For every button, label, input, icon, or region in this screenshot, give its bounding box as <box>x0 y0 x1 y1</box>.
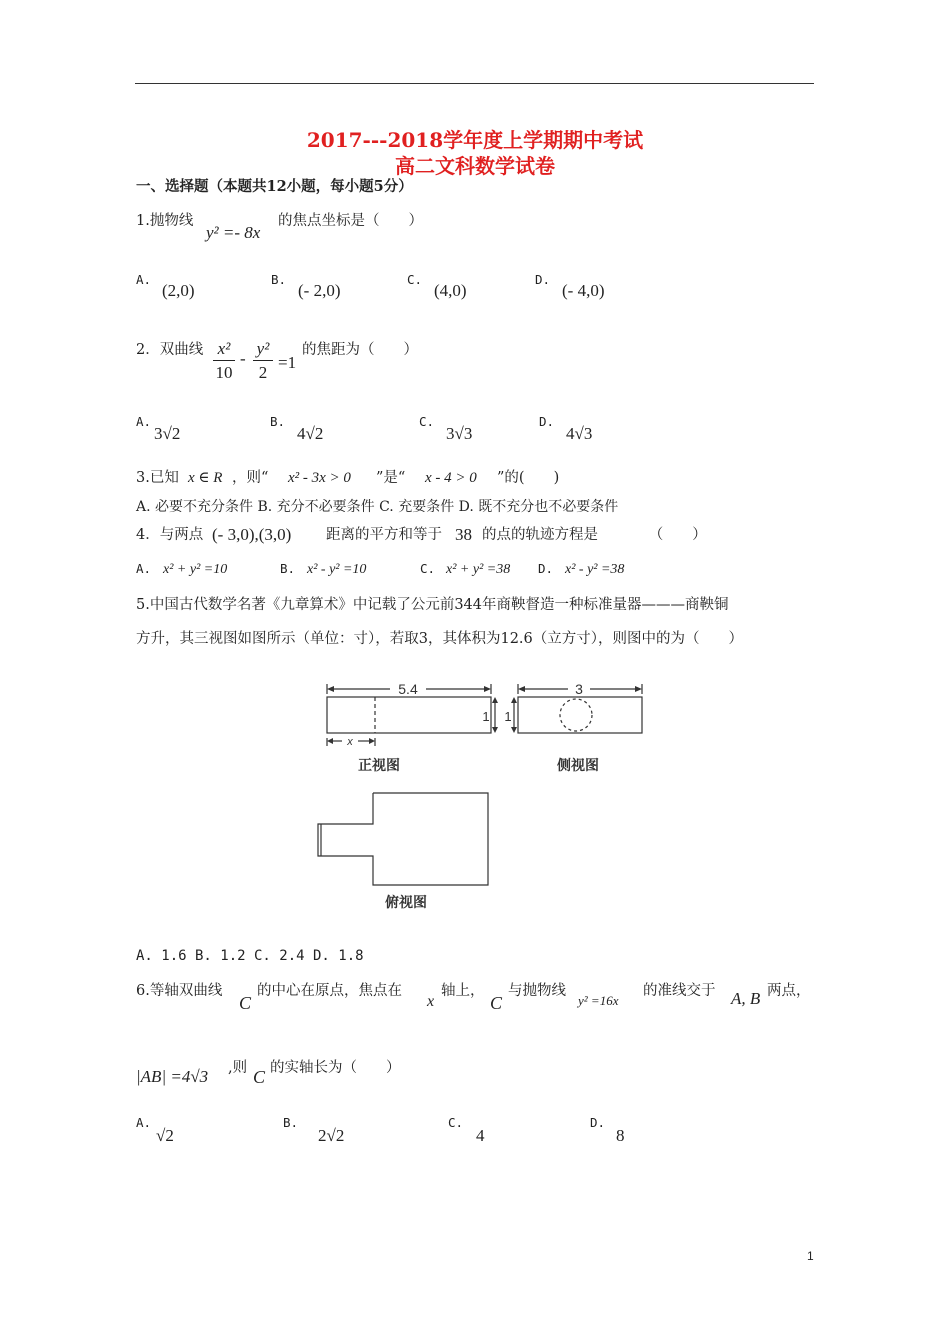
front-width-label: 5.4 <box>398 681 418 697</box>
q1-label-d: D. <box>535 272 551 287</box>
q4-label-c: C. <box>420 561 436 576</box>
q2-label-b: B. <box>270 414 286 429</box>
q6-label-a: A. <box>136 1115 152 1130</box>
q6-mid4: 的准线交于 <box>643 983 716 999</box>
q3-suffix: ”的( ) <box>497 470 560 486</box>
q2-choice-a: 3√2 <box>154 424 181 443</box>
q2-fraction-1 <box>213 340 235 381</box>
q4-suffix: 的点的轨迹方程是 （ ） <box>482 527 707 543</box>
q6-label-c: C. <box>448 1115 464 1130</box>
q6-ab: A, B <box>731 989 761 1008</box>
q2-choice-b: 4√2 <box>297 424 324 443</box>
q4-choice-c: x² + y² =38 <box>446 562 511 577</box>
q4-label-a: A. <box>136 561 152 576</box>
q2-frac2-bar <box>253 360 273 361</box>
front-x-label: x <box>347 736 353 748</box>
q3-mid2: ”是“ <box>376 470 406 486</box>
q2-choice-c: 3√3 <box>446 424 473 443</box>
side-view-rect <box>518 697 642 733</box>
q2-frac1-numerator: x² <box>217 339 231 358</box>
side-height-arrow-bottom <box>511 727 517 733</box>
q2-frac1-bar <box>213 360 235 361</box>
q4-mid: 距离的平方和等于 <box>326 527 442 543</box>
front-height-arrow-top <box>492 697 498 703</box>
front-height-label: 1 <box>482 709 490 724</box>
q1-label-c: C. <box>407 272 423 287</box>
q2-frac1-denominator: 10 <box>215 363 233 382</box>
q6-label-d: D. <box>590 1115 606 1130</box>
q4-choice-b: x² - y² =10 <box>307 562 367 577</box>
front-arrow-left <box>327 686 334 692</box>
side-height-arrow-top <box>511 697 517 703</box>
q3-mid1: ，则“ <box>232 470 269 486</box>
side-width-label: 3 <box>575 681 583 697</box>
q1-equation: y² =- 8x <box>206 223 261 242</box>
side-view-dashed-circle <box>560 699 592 731</box>
q4-points: (- 3,0),(3,0) <box>212 525 292 544</box>
three-view-figure <box>300 670 660 920</box>
q4-choice-a: x² + y² =10 <box>163 562 228 577</box>
q3-condition: x ∈ R <box>188 470 223 486</box>
top-view-outline <box>318 793 488 885</box>
q6-mid5: 两点， <box>767 983 811 999</box>
q2-minus: - <box>240 349 246 368</box>
q1-label-b: B. <box>271 272 287 287</box>
top-view-caption: 俯视图 <box>385 894 427 910</box>
q1-prefix: 1.抛物线 <box>136 213 194 229</box>
q2-choice-d: 4√3 <box>566 424 593 443</box>
q1-label-a: A. <box>136 272 152 287</box>
q6-label-b: B. <box>283 1115 299 1130</box>
side-view-caption: 侧视图 <box>557 757 599 773</box>
exam-title: 2017---2018学年度上学期期中考试 <box>306 128 644 152</box>
q6-ab-length: |AB| =4√3 <box>136 1067 209 1086</box>
front-view-rect <box>327 697 491 733</box>
side-arrow-right <box>635 686 642 692</box>
q6-choice-a: √2 <box>156 1126 174 1145</box>
q3-prefix: 3.已知 <box>136 470 179 486</box>
q2-suffix: 的焦距为（ ） <box>302 342 418 358</box>
front-x-arrow-left <box>327 738 333 744</box>
q6-line2-suffix: 的实轴长为（ ） <box>270 1060 401 1076</box>
q2-equals: =1 <box>278 353 297 372</box>
q2-label-c: C. <box>419 414 435 429</box>
q1-choice-d: (- 4,0) <box>562 281 605 300</box>
q6-line2-mid: ,则 <box>228 1060 248 1076</box>
q5-options: A. 1.6 B. 1.2 C. 2.4 D. 1.8 <box>136 948 364 964</box>
q3-expr1: x² - 3x > 0 <box>288 470 351 486</box>
page-number: 1 <box>807 1249 814 1263</box>
q2-label-d: D. <box>539 414 555 429</box>
q6-prefix: 6.等轴双曲线 <box>136 983 223 999</box>
q6-c: C <box>239 993 252 1013</box>
q5-line1: 5.中国古代数学名著《九章算术》中记载了公元前344年商鞅督造一种标准量器———商鞅铜 <box>136 597 729 613</box>
q2-frac2-numerator: y² <box>256 339 270 358</box>
q2-label-a: A. <box>136 414 152 429</box>
q6-mid1: 的中心在原点，焦点在 <box>257 983 402 999</box>
side-arrow-left <box>518 686 525 692</box>
q6-x: x <box>427 993 435 1010</box>
front-arrow-right <box>484 686 491 692</box>
q4-prefix: 4．与两点 <box>136 527 204 543</box>
exam-subtitle: 高二文科数学试卷 <box>395 154 555 178</box>
q6-parabola: y² =16x <box>578 993 619 1008</box>
q2-frac2-denominator: 2 <box>258 363 268 382</box>
front-height-arrow-bottom <box>492 727 498 733</box>
q6-choice-c: 4 <box>476 1126 485 1145</box>
q4-label-d: D. <box>538 561 554 576</box>
q2-fraction-2 <box>253 340 273 381</box>
front-x-arrow-right <box>369 738 375 744</box>
q6-mid2: 轴上， <box>441 983 485 999</box>
front-view-caption: 正视图 <box>358 757 400 773</box>
q1-choice-b: (- 2,0) <box>298 281 341 300</box>
section-heading: 一、选择题（本题共12小题，每小题5分） <box>136 178 413 195</box>
q3-expr2: x - 4 > 0 <box>425 470 477 486</box>
q6-choice-b: 2√2 <box>318 1126 345 1145</box>
q4-choice-d: x² - y² =38 <box>565 562 625 577</box>
q5-line2: 方升，其三视图如图所示（单位：寸），若取3，其体积为12.6（立方寸），则图中的为（ ） <box>136 631 744 647</box>
q1-choice-c: (4,0) <box>434 281 467 300</box>
q6-c2: C <box>490 993 503 1013</box>
q1-choice-a: (2,0) <box>162 281 195 300</box>
q1-suffix: 的焦点坐标是（ ） <box>278 213 423 229</box>
side-height-label: 1 <box>504 709 512 724</box>
q4-number: 38 <box>455 525 472 544</box>
q6-choice-d: 8 <box>616 1126 625 1145</box>
q3-options: A. 必要不充分条件 B. 充分不必要条件 C. 充要条件 D. 既不充分也不必要条件 <box>136 499 619 515</box>
q4-label-b: B. <box>280 561 296 576</box>
header-rule <box>135 83 814 84</box>
q6-mid3: 与抛物线 <box>508 983 566 999</box>
q6-c3: C <box>253 1067 266 1087</box>
q2-prefix: 2．双曲线 <box>136 342 204 358</box>
